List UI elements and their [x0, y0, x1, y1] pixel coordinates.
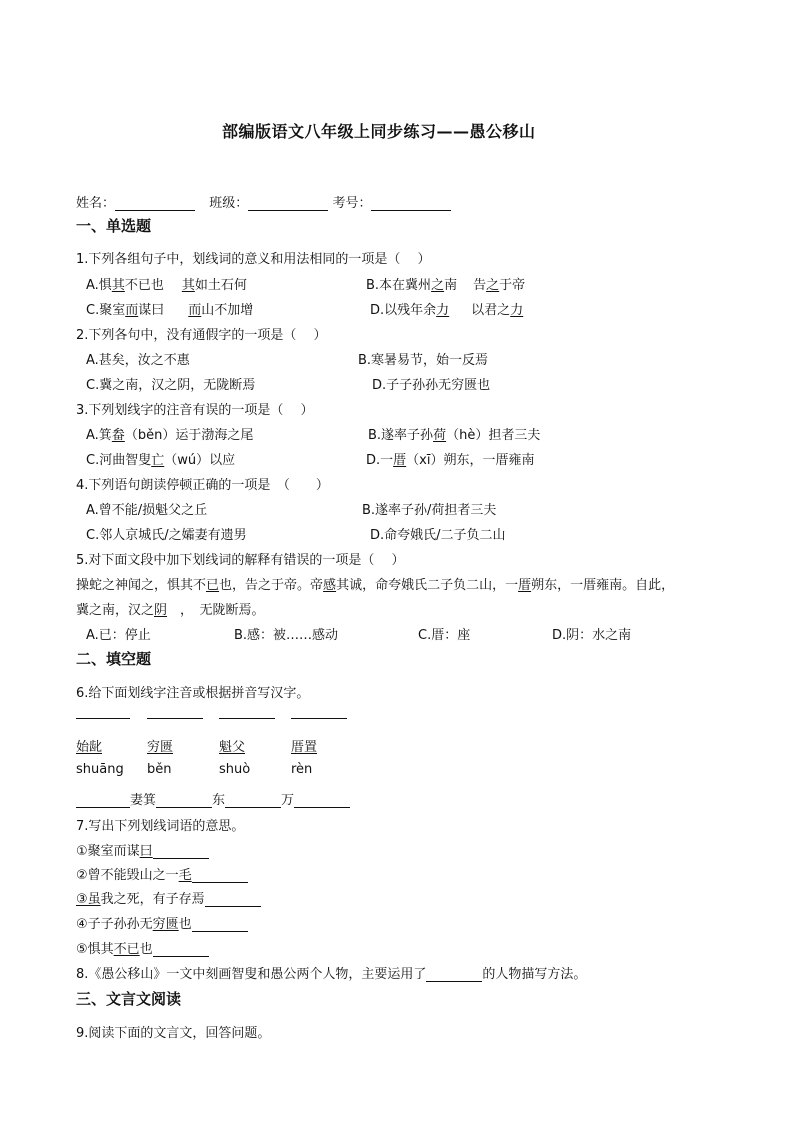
q5-stem: 5.对下面文段中加下划线词的解释有错误的一项是（ ） — [76, 553, 405, 568]
q6-pinyin-blank-3[interactable] — [219, 718, 275, 719]
q3-c-text: C.河曲智叟 — [86, 453, 152, 468]
q7-underlined: 毛 — [178, 868, 192, 883]
q6-pinyin-1: shuāng — [76, 762, 124, 777]
q5-option-d[interactable]: D.阴：水之南 — [552, 628, 632, 643]
q6-hanzi-blank-4[interactable] — [294, 794, 350, 808]
q1-a-underlined: 其 — [181, 278, 195, 293]
q2-option-c[interactable]: C.冀之南，汉之阴，无陇断焉 — [86, 378, 256, 393]
class-blank[interactable] — [248, 197, 328, 211]
q3-b-underlined: 荷 — [433, 428, 447, 443]
q7-underlined: 穷匮 — [152, 917, 179, 932]
q6-word-4: 厝置 — [291, 740, 318, 755]
q8-text: 8.《愚公移山》一文中刻画智叟和愚公两个人物，主要运用了 — [76, 967, 427, 982]
q5-text: 冀之南，汉之 — [76, 603, 155, 618]
section-heading-3: 三、文言文阅读 — [76, 990, 182, 1008]
q1-option-a[interactable] — [86, 274, 247, 293]
q3-d-text: D.一 — [366, 453, 394, 468]
q1-c-text: C.聚室 — [86, 303, 126, 318]
q1-c-text: 山不加增 — [201, 303, 254, 318]
q3-option-c[interactable] — [86, 449, 235, 468]
q7-item-3 — [76, 888, 261, 907]
q6-hanzi-row — [76, 789, 350, 808]
q6-pinyin-2: běn — [147, 762, 172, 777]
q7-blank-3[interactable] — [205, 893, 261, 907]
q2-option-a[interactable]: A.甚矣，汝之不惠 — [86, 353, 190, 368]
q7-text: 也 — [178, 917, 192, 932]
q7-blank-5[interactable] — [153, 943, 209, 957]
q1-d-underlined: 力 — [510, 303, 524, 318]
q7-text: ①聚室而谋 — [76, 844, 140, 859]
q6-hanzi-blank-3[interactable] — [225, 794, 281, 808]
q7-item-1 — [76, 840, 209, 859]
page-title: 部编版语文八年级上同步练习——愚公移山 — [222, 122, 536, 141]
q5-option-a[interactable]: A.已：停止 — [86, 628, 151, 643]
q1-a-text: 不已也 — [124, 278, 164, 293]
q4-option-d[interactable]: D.命夸娥氏/二子负二山 — [370, 528, 506, 543]
q1-a-text: A.惧 — [86, 278, 112, 293]
q3-a-underlined: 畚 — [111, 428, 125, 443]
q1-b-underlined: 之 — [431, 278, 445, 293]
q3-d-text: （xī）朔东，一厝雍南 — [406, 453, 535, 468]
q7-item-2 — [76, 864, 248, 883]
q4-stem: 4.下列语句朗读停顿正确的一项是 （ ） — [76, 478, 329, 493]
section-heading-1: 一、单选题 — [76, 217, 152, 235]
q5-passage-line-1 — [76, 574, 674, 593]
q5-underlined: 已 — [206, 578, 220, 593]
q3-option-b[interactable] — [368, 424, 540, 443]
q4-option-a[interactable]: A.曾不能/损魁父之丘 — [86, 503, 208, 518]
q5-text: 朔东，一厝雍南。自此， — [531, 578, 675, 593]
q1-d-text: 以君之 — [471, 303, 511, 318]
student-info-row — [76, 192, 451, 211]
q1-b-text: 南 — [444, 278, 458, 293]
q5-passage-line-2 — [76, 599, 265, 618]
q7-underlined: 不已 — [113, 942, 140, 957]
id-blank[interactable] — [371, 197, 451, 211]
q3-option-d[interactable] — [366, 449, 534, 468]
q7-text: ②曾不能毁山之一 — [76, 868, 179, 883]
q6-word-2: 穷匮 — [147, 740, 174, 755]
q7-item-4 — [76, 913, 248, 932]
q6-stem: 6.给下面划线字注音或根据拼音写汉字。 — [76, 686, 310, 701]
q6-pinyin-3: shuò — [219, 762, 251, 777]
q3-c-underlined: 亡 — [151, 453, 165, 468]
q6-hanzi-text: 万 — [281, 793, 295, 808]
name-label: 姓名： — [76, 196, 116, 211]
q5-underlined: 阴 — [154, 603, 168, 618]
q2-option-d[interactable]: D.子子孙孙无穷匮也 — [372, 378, 491, 393]
q7-text: 我之死，有子存焉 — [100, 892, 205, 907]
q4-option-b[interactable]: B.遂率子孙/荷担者三夫 — [362, 503, 497, 518]
q5-option-c[interactable]: C.厝：座 — [418, 628, 471, 643]
q1-option-b[interactable] — [366, 274, 525, 293]
q3-b-text: B.遂率子孙 — [368, 428, 434, 443]
q6-pinyin-blank-4[interactable] — [291, 718, 347, 719]
q1-b-text: B.本在冀州 — [366, 278, 432, 293]
q2-stem: 2.下列各句中，没有通假字的一项是（ ） — [76, 328, 327, 343]
q6-word-3: 魁父 — [219, 740, 246, 755]
q5-option-b[interactable]: B.感：被……感动 — [234, 628, 339, 643]
q6-hanzi-text: 箕 — [143, 793, 157, 808]
q5-text: 也，告之于帝。帝 — [219, 578, 324, 593]
q6-hanzi-blank-1[interactable] — [76, 794, 130, 808]
q3-a-text: （běn）运于渤海之尾 — [124, 428, 254, 443]
q1-b-underlined: 之 — [486, 278, 500, 293]
q8-stem — [76, 963, 586, 982]
q7-text: 也 — [139, 942, 153, 957]
q1-c-underlined: 而 — [188, 303, 202, 318]
q1-option-c[interactable] — [86, 299, 253, 318]
q7-text: ④子子孙孙无 — [76, 917, 153, 932]
q7-blank-2[interactable] — [192, 869, 248, 883]
q1-d-underlined: 力 — [436, 303, 450, 318]
q7-underlined: 曰 — [139, 844, 153, 859]
q6-pinyin-blank-1[interactable] — [76, 718, 130, 719]
q3-d-underlined: 厝 — [393, 453, 407, 468]
q3-option-a[interactable] — [86, 424, 253, 443]
q7-blank-1[interactable] — [153, 845, 209, 859]
q6-pinyin-blank-2[interactable] — [147, 718, 203, 719]
q1-b-text: 于帝 — [499, 278, 526, 293]
q3-b-text: （hè）担者三夫 — [446, 428, 541, 443]
q3-a-text: A.箕 — [86, 428, 112, 443]
q1-a-text: 如土石何 — [194, 278, 247, 293]
q1-stem: 1.下列各组句子中，划线词的意义和用法相同的一项是（ ） — [76, 252, 431, 267]
q2-option-b[interactable]: B.寒暑易节，始一反焉 — [358, 353, 489, 368]
q4-option-c[interactable]: C.邻人京城氏/之孀妻有遗男 — [86, 528, 247, 543]
q5-underlined: 感 — [323, 578, 337, 593]
q6-pinyin-4: rèn — [291, 762, 313, 777]
q1-c-underlined: 而 — [125, 303, 139, 318]
section-heading-2: 二、填空题 — [76, 650, 152, 668]
q1-a-underlined: 其 — [111, 278, 125, 293]
q5-text: 其诚，命夸娥氏二子负二山，一 — [336, 578, 519, 593]
q3-stem: 3.下列划线字的注音有误的一项是（ ） — [76, 403, 314, 418]
q1-option-d[interactable] — [370, 299, 523, 318]
q3-c-text: （wú）以应 — [164, 453, 236, 468]
q6-hanzi-text: 妻 — [130, 793, 144, 808]
name-blank[interactable] — [115, 197, 195, 211]
q6-hanzi-text: 东 — [212, 793, 226, 808]
class-label: 班级： — [209, 196, 249, 211]
q7-blank-4[interactable] — [192, 918, 248, 932]
q1-d-text: D.以残年余 — [370, 303, 437, 318]
q1-c-text: 谋曰 — [138, 303, 165, 318]
q8-blank[interactable] — [426, 968, 482, 982]
q6-word-1: 始龀 — [76, 740, 103, 755]
q9-stem: 9.阅读下面的文言文，回答问题。 — [76, 1026, 271, 1041]
q5-underlined: 厝 — [518, 578, 532, 593]
q7-underlined: ③虽 — [76, 892, 101, 907]
q7-stem: 7.写出下列划线词语的意思。 — [76, 819, 245, 834]
q7-text: ⑤惧其 — [76, 942, 114, 957]
id-label: 考号： — [332, 196, 372, 211]
q7-item-5 — [76, 938, 209, 957]
q6-hanzi-blank-2[interactable] — [156, 794, 212, 808]
q5-text: ， 无陇断焉。 — [167, 603, 265, 618]
q5-text: 操蛇之神闻之，惧其不 — [76, 578, 207, 593]
q8-text: 的人物描写方法。 — [482, 967, 587, 982]
q1-b-text: 告 — [473, 278, 487, 293]
